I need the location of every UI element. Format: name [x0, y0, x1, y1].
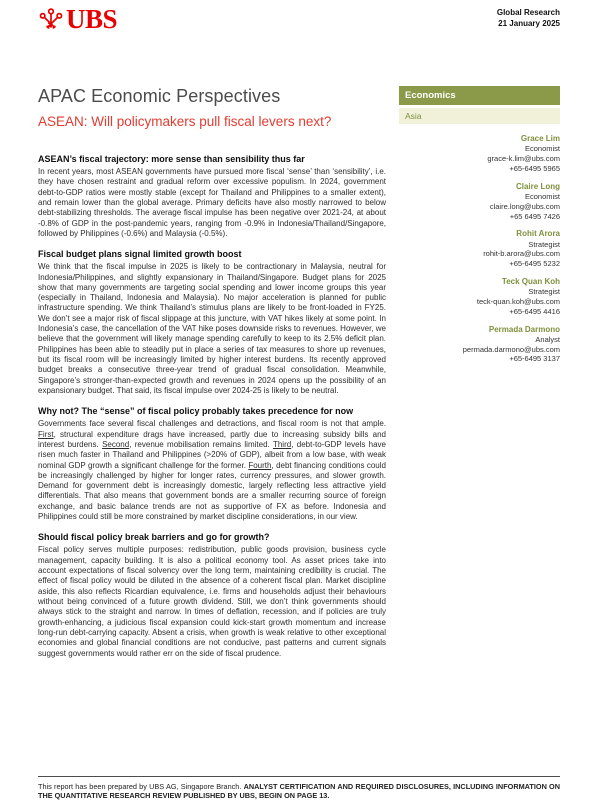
section: [38, 249, 386, 396]
section-heading: Should fiscal policy break barriers and go for growth?: [38, 532, 270, 543]
main-column: [38, 86, 386, 659]
paragraph-text: , revenue mobilisation remains limited.: [129, 439, 273, 449]
content-area: [38, 86, 560, 659]
contact-card: [399, 325, 560, 365]
paragraph-text: In recent years, most ASEAN governments have pursued more fiscal ‘sense’ than ‘sensibility’, i.e. they have chosen restraint and gradual reform over excessive populism. In 2024, government debt-to-GDP ratios were mostly stable (except for Thailand and Philippines to a smaller extent), and remain lower than the global average. Primary deficits have also mostly narrowed to below debt-stabilizing thresholds. The average fiscal impulse has been negative over 2021-24, at about -0.8% of GDP in the post-pandemic years, ranging from -0.9% in Indonesia/Thailand/Singapore, followed by Philippines (-0.6%) and Malaysia (-0.5%).: [38, 167, 386, 238]
paragraph-text: Fiscal policy serves multiple purposes: redistribution, public goods provision, business cycle management, capacity building. It is also a political economy tool. As asset prices take into account expectations of fiscal solvency over the long term, maintaining credibility is crucial. The effect of fiscal policy would be diluted in the absence of a coherent fiscal plan. Market discipline aside, this also reflects Ricardian equivalence, i.e. firms and households adjust their behaviours without being convinced of a future growth dividend. Still, we don’t think governments should always stick to the straight and narrow. In times of deflation, recession, and if policies are truly growth-enhancing, a judicious fiscal expansion could kick-start growth momentum and increase long-run debt-carrying capacity. Absent a crisis, when growth is weak relative to other exceptional economies and global financial conditions are not conducive, past patterns and current signals suggest governments would rather err on the side of fiscal prudence.: [38, 545, 386, 658]
paragraph-text: , debt financing conditions could be increasingly challenged by higher for longer rates, currency pressures, and slower growth. Demand for government debt is increasingly domestic, largely reflecting less attractive yield differentials. That also means that government bonds are a smaller recurring source of foreign exchange, and basic balance trends are not as supportive of FX as before. Indonesia and Philippines could still be more constrained by market discipline considerations, in our view.: [38, 460, 386, 522]
region-badge: Asia: [399, 108, 560, 124]
contact-card: [399, 182, 560, 222]
section: [38, 154, 386, 239]
section-paragraph: [38, 419, 386, 522]
contact-phone: +65-6495 4416: [509, 306, 560, 316]
report-header: [38, 6, 560, 33]
page-title: APAC Economic Perspectives: [38, 86, 281, 106]
underlined-term: First: [38, 429, 54, 439]
contact-name: Teck Quan Koh: [501, 276, 560, 286]
paragraph-text: We think that the fiscal impulse in 2025 is likely to be contractionary in Malaysia, neutral for Indonesia/Philippines, and slightly expansionary in Thailand/Singapore. Budget plans for 2025 show that many governments are targeting social spending and lower income groups this year (especially in Thailand, Indonesia and Malaysia). No major acceleration is planned for public infrastructure spending. We think Thailand’s stimulus plans are likely to be front-loaded in FY25. We don’t see a major risk of fiscal slippage at this juncture, with VAT hikes likely at some point. In Indonesia’s case, the cancellation of the VAT hike poses downside risks to revenues. However, we believe that the government will likely manage spending carefully to keep to its 2.5% deficit plan. Philippines has been able to steadily put in place a series of tax measures to shore up revenues, but its fiscal room will be increasingly limited by higher interest burdens. Its recently approved budget breaks a consecutive three-year trend of gradual fiscal consolidation. Meanwhile, Singapore’s stronger-than-expected growth and revenues in 2024 opens up the possibility of an expansionary budget. That said, its fiscal impulse over 2024-25 is likely to be neutral.: [38, 262, 386, 395]
contact-list: [399, 134, 560, 364]
contact-name: Rohit Arora: [516, 229, 560, 239]
section-heading: Why not? The “sense” of fiscal policy probably takes precedence for now: [38, 406, 354, 417]
article-sections: [38, 154, 386, 659]
underlined-term: Second: [102, 439, 130, 449]
contact-name: Permada Darmono: [488, 324, 560, 334]
contact-role: Analyst: [535, 334, 560, 344]
contact-phone: +65-6495 5965: [509, 163, 560, 173]
contact-role: Strategist: [528, 239, 560, 249]
contact-email-link[interactable]: claire.long@ubs.com: [489, 201, 560, 211]
contact-role: Strategist: [528, 287, 560, 297]
underlined-term: Third: [272, 439, 292, 449]
section-heading: Fiscal budget plans signal limited growth boost: [38, 249, 242, 260]
sector-badge: Economics: [399, 86, 560, 105]
underlined-term: Fourth: [248, 460, 272, 470]
contact-card: [399, 134, 560, 174]
contact-name: Claire Long: [515, 181, 560, 191]
section-paragraph: [38, 167, 386, 239]
section-paragraph: [38, 262, 386, 396]
contact-email-link[interactable]: permada.darmono@ubs.com: [462, 344, 560, 354]
ubs-wordmark: UBS: [66, 4, 118, 34]
section: [38, 532, 386, 658]
header-meta: [497, 6, 560, 30]
contact-email-link[interactable]: grace-k.lim@ubs.com: [487, 154, 560, 164]
section: [38, 406, 386, 522]
ubs-logo: [38, 6, 117, 33]
contact-role: Economist: [524, 144, 560, 154]
page-subtitle: ASEAN: Will policymakers pull fiscal levers next?: [38, 114, 332, 129]
contact-phone: +65-6495 5232: [509, 259, 560, 269]
contact-email-link[interactable]: teck-quan.koh@ubs.com: [476, 297, 560, 307]
contact-role: Economist: [524, 192, 560, 202]
report-type: Global Research: [496, 8, 560, 17]
sidebar: [399, 86, 560, 659]
contact-name: Grace Lim: [520, 134, 560, 143]
section-paragraph: [38, 545, 386, 658]
section-heading: ASEAN’s fiscal trajectory: more sense than sensibility thus far: [38, 154, 305, 164]
footer-disclosure-note: ANALYST CERTIFICATION AND REQUIRED DISCLOSURES, INCLUDING INFORMATION ON THE QUANTITATIVE RESEARCH REVIEW PUBLISHED BY UBS, BEGIN ON PAGE 13.: [38, 782, 561, 800]
contact-phone: +65-6495 3137: [509, 354, 560, 364]
paragraph-text: , debt-to-GDP levels have risen much faster in Thailand and Philippines (>20% of GDP), albeit from a low base, with weak nominal GDP growth a significant challenge for the former.: [38, 439, 387, 470]
contact-card: [399, 277, 560, 317]
page-footer: [38, 776, 560, 800]
contact-email-link[interactable]: rohit-b.arora@ubs.com: [483, 249, 560, 259]
ubs-keys-icon: [38, 6, 64, 33]
contact-card: [399, 229, 560, 269]
footer-preparation-note: This report has been prepared by UBS AG, Singapore Branch.: [38, 782, 244, 791]
report-date: 21 January 2025: [498, 18, 560, 28]
paragraph-text: , structural expenditure drags have increased, partly due to increasing subsidy bills and interest burdens.: [38, 429, 386, 449]
contact-phone: +65 6495 7426: [509, 211, 560, 221]
paragraph-text: Governments face several fiscal challenges and detractions, and fiscal room is not that ample.: [38, 419, 386, 429]
